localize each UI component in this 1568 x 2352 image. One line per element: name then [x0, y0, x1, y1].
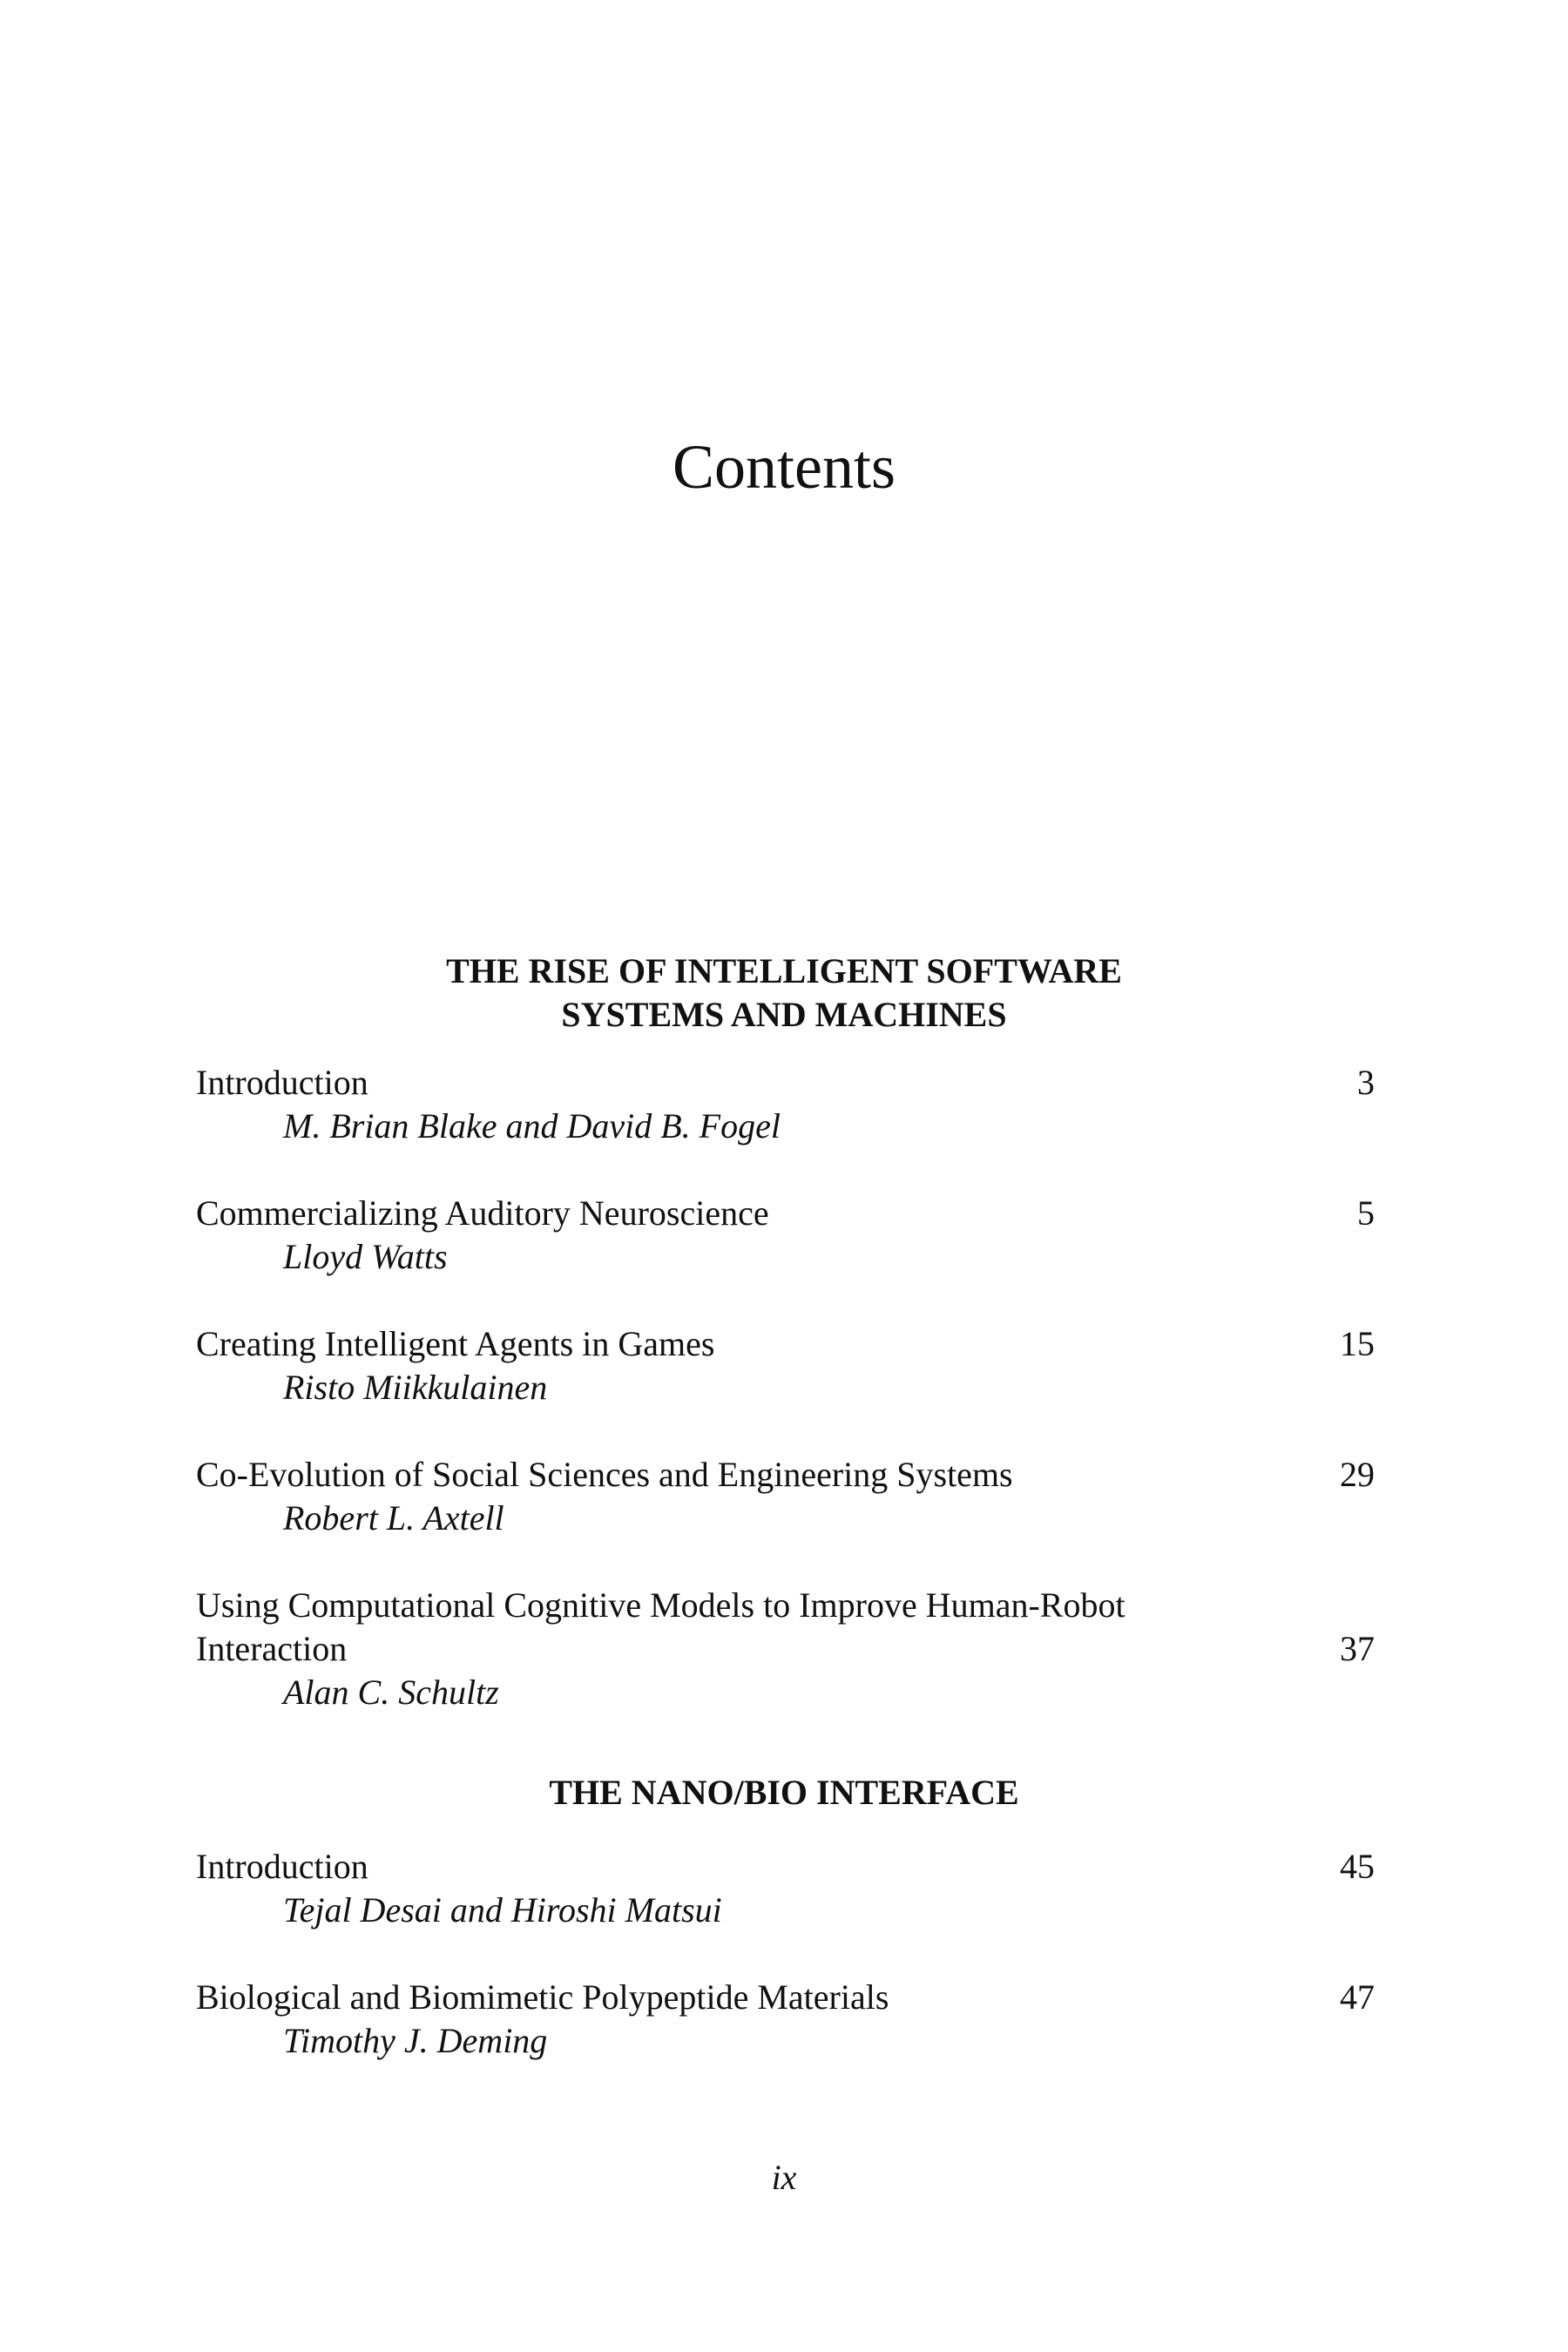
folio-page-number: ix — [771, 2158, 797, 2197]
toc-entry[interactable] — [196, 1453, 1375, 1540]
entry-author: Alan C. Schultz — [283, 1673, 499, 1712]
entry-author: Lloyd Watts — [283, 1237, 448, 1276]
entry-title-continued: Interaction — [196, 1629, 348, 1668]
entry-page-number: 45 — [1340, 1847, 1375, 1886]
entry-page-number: 15 — [1340, 1324, 1375, 1363]
entry-page-number: 5 — [1357, 1193, 1375, 1233]
entry-title: Creating Intelligent Agents in Games — [196, 1324, 715, 1363]
entry-author: Timothy J. Deming — [283, 2021, 548, 2060]
entry-author: Tejal Desai and Hiroshi Matsui — [283, 1890, 722, 1930]
section-heading-line: THE RISE OF INTELLIGENT SOFTWARE — [446, 951, 1122, 990]
page-title: Contents — [672, 432, 896, 502]
entry-title: Introduction — [196, 1063, 368, 1102]
entry-title: Co-Evolution of Social Sciences and Engineering Systems — [196, 1455, 1013, 1494]
toc-entry[interactable] — [196, 1192, 1375, 1279]
section-heading-nano-bio — [0, 1771, 1568, 1815]
toc-entry[interactable] — [196, 1976, 1375, 2063]
section-heading-intelligent-software — [0, 950, 1568, 1037]
entry-author: Risto Miikkulainen — [283, 1368, 548, 1407]
entry-title: Biological and Biomimetic Polypeptide Materials — [196, 1977, 889, 2017]
entry-page-number: 29 — [1340, 1455, 1375, 1494]
entry-author: Robert L. Axtell — [283, 1498, 504, 1538]
toc-entry[interactable] — [196, 1322, 1375, 1409]
toc-entry[interactable] — [196, 1845, 1375, 1932]
section-heading-line: SYSTEMS AND MACHINES — [561, 995, 1007, 1034]
entry-page-number: 47 — [1340, 1977, 1375, 2017]
entry-author: M. Brian Blake and David B. Fogel — [283, 1106, 781, 1146]
entry-title: Commercializing Auditory Neuroscience — [196, 1193, 769, 1233]
entry-title: Using Computational Cognitive Models to Improve Human-Robot — [196, 1585, 1125, 1625]
section-heading-line: THE NANO/BIO INTERFACE — [549, 1773, 1019, 1812]
toc-entry[interactable] — [196, 1061, 1375, 1148]
entry-page-number: 37 — [1340, 1629, 1375, 1668]
entry-page-number: 3 — [1357, 1063, 1375, 1102]
entry-title: Introduction — [196, 1847, 368, 1886]
toc-entry[interactable] — [196, 1584, 1375, 1714]
